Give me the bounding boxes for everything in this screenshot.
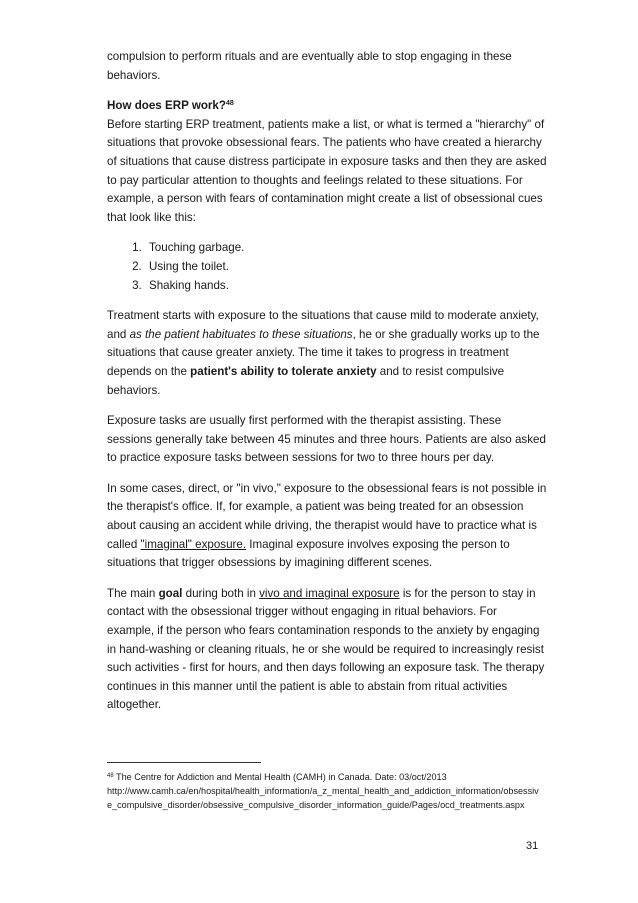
page-number: 31 bbox=[526, 840, 539, 852]
italic-text: as the patient habituates to these situations bbox=[129, 327, 353, 341]
list-item: 2. Using the toilet. bbox=[145, 258, 547, 277]
body-text bbox=[107, 48, 547, 727]
bold-text: patient's ability to tolerate anxiety bbox=[190, 364, 377, 378]
paragraph-goal bbox=[107, 585, 547, 715]
paragraph-hierarchy: Before starting ERP treatment, patients make a list, or what is termed a "hierarchy" of situations that provoke obsessional fears. The patients who have created a hierarchy of situations that cause distress participate in exposure tasks and then they are asked to pay particular attention to thoughts and feelings related to these situations. For example, a person with fears of contamination might create a list of obsessional cues that look like this: bbox=[107, 117, 547, 224]
footnote-text: The Centre for Addiction and Mental Health (CAMH) in Canada. Date: 03/oct/2013 bbox=[113, 772, 447, 782]
heading-footnote-ref[interactable]: 48 bbox=[225, 100, 234, 108]
imaginal-exposure-link[interactable]: "imaginal" exposure. bbox=[140, 537, 247, 551]
footnote-ref: 48 bbox=[107, 773, 114, 779]
paragraph-treatment bbox=[107, 307, 547, 400]
intro-paragraph: compulsion to perform rituals and are eventually able to stop engaging in these behaviors. bbox=[107, 50, 512, 82]
text-span: , he or she gradually works up to the situations that cause greater anxiety. The time it takes to progress in treatment depends on the bbox=[107, 327, 540, 378]
footnote bbox=[107, 770, 542, 813]
paragraph-exposure-tasks: Exposure tasks are usually first performed with the therapist assisting. These sessions generally take between 45 minutes and three hours. Patients are also asked to practice exposure tasks between sessions for two to three hours per day. bbox=[107, 414, 546, 465]
footnote-url[interactable]: http://www.camh.ca/en/hospital/health_information/a_z_mental_health_and_addiction_information/obsessive_compulsive_disorder/obsessive_compulsive_disorder_information_guide/Pages/ocd_treatments.aspx bbox=[107, 786, 539, 811]
text-span: The main bbox=[107, 586, 159, 600]
text-span: and to resist compulsive behaviors. bbox=[107, 364, 505, 397]
text-span: Imaginal exposure involves exposing the person to situations that trigger obsessions by imagining different scenes. bbox=[107, 537, 510, 570]
text-span: Treatment starts with exposure to the situations that cause mild to moderate anxiety, and bbox=[107, 309, 539, 341]
bold-text: goal bbox=[158, 586, 183, 600]
footnote-divider bbox=[107, 762, 261, 763]
list-item: 3. Shaking hands. bbox=[145, 277, 547, 296]
text-span: is for the person to stay in contact with the obsessional trigger without engaging in ritual behaviors. For example, if the person who fears contamination responds to the anxiety by engaging in hand-washing or cleaning rituals, he or she would be required to increasingly resist such activities - first for hours, and then days following an exposure task. The therapy continues in this manner until the patient is able to abstain from ritual activities altogether. bbox=[107, 586, 545, 712]
obsessional-cues-list bbox=[107, 239, 547, 295]
paragraph-in-vivo bbox=[107, 480, 547, 573]
list-item: 1. Touching garbage. bbox=[145, 239, 547, 258]
vivo-imaginal-link[interactable]: vivo and imaginal exposure bbox=[259, 586, 400, 600]
text-span: during both in bbox=[182, 586, 260, 600]
heading-text: How does ERP work? bbox=[107, 99, 226, 113]
section-heading bbox=[107, 97, 547, 116]
text-span: In some cases, direct, or "in vivo," exposure to the obsessional fears is not possible in the therapist's office. If, for example, a patient was being treated for an obsession about causing an accident while driving, the therapist would have to practice what is called bbox=[107, 481, 547, 551]
